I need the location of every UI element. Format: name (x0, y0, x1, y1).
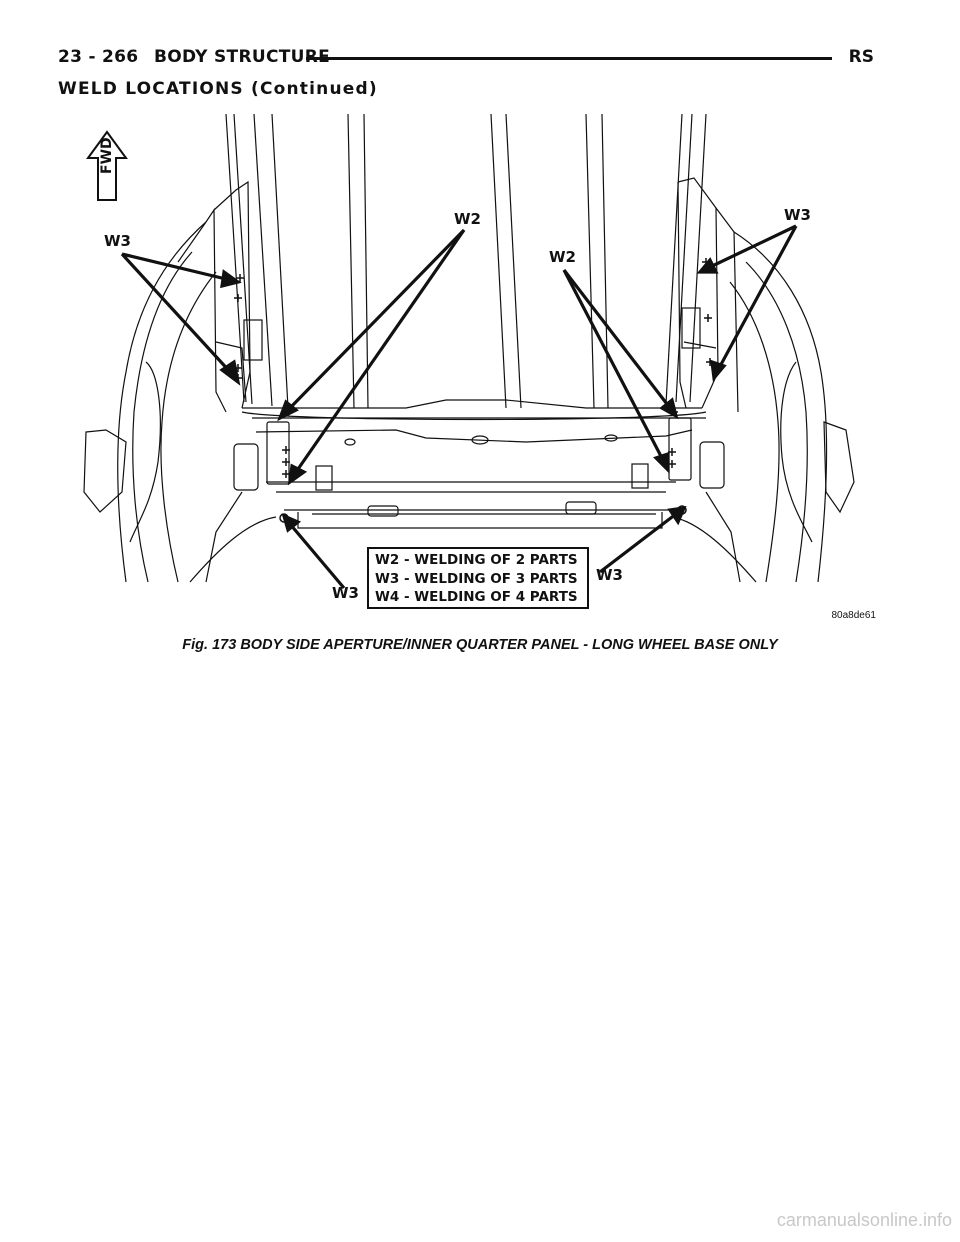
figure-id: 80a8de61 (831, 610, 876, 621)
legend-item-w2: W2 - WELDING OF 2 PARTS (375, 552, 578, 568)
section-title: BODY STRUCTURE (154, 47, 331, 67)
callout-w3-bottom-right: W3 (596, 566, 623, 584)
callout-w3-bottom-left: W3 (332, 584, 359, 602)
callout-w2-center-right: W2 (549, 248, 576, 266)
page-header (58, 47, 874, 73)
figure-caption: Fig. 173 BODY SIDE APERTURE/INNER QUARTER PANEL - LONG WHEEL BASE ONLY (182, 637, 778, 653)
callout-w3-top-left: W3 (104, 232, 131, 250)
callout-w3-top-right: W3 (784, 206, 811, 224)
legend-item-w4: W4 - WELDING OF 4 PARTS (375, 589, 578, 605)
forward-direction-label: FWD (99, 137, 115, 174)
page-number: 23 - 266 (58, 47, 139, 67)
legend-item-w3: W3 - WELDING OF 3 PARTS (375, 570, 578, 587)
vehicle-code: RS (848, 47, 874, 67)
weld-location-figure (66, 112, 876, 624)
header-rule (306, 57, 832, 60)
watermark: carmanualsonline.info (776, 1210, 952, 1230)
weld-legend (367, 547, 589, 609)
callout-w2-center-left: W2 (454, 210, 481, 228)
section-heading: WELD LOCATIONS (Continued) (58, 79, 378, 99)
